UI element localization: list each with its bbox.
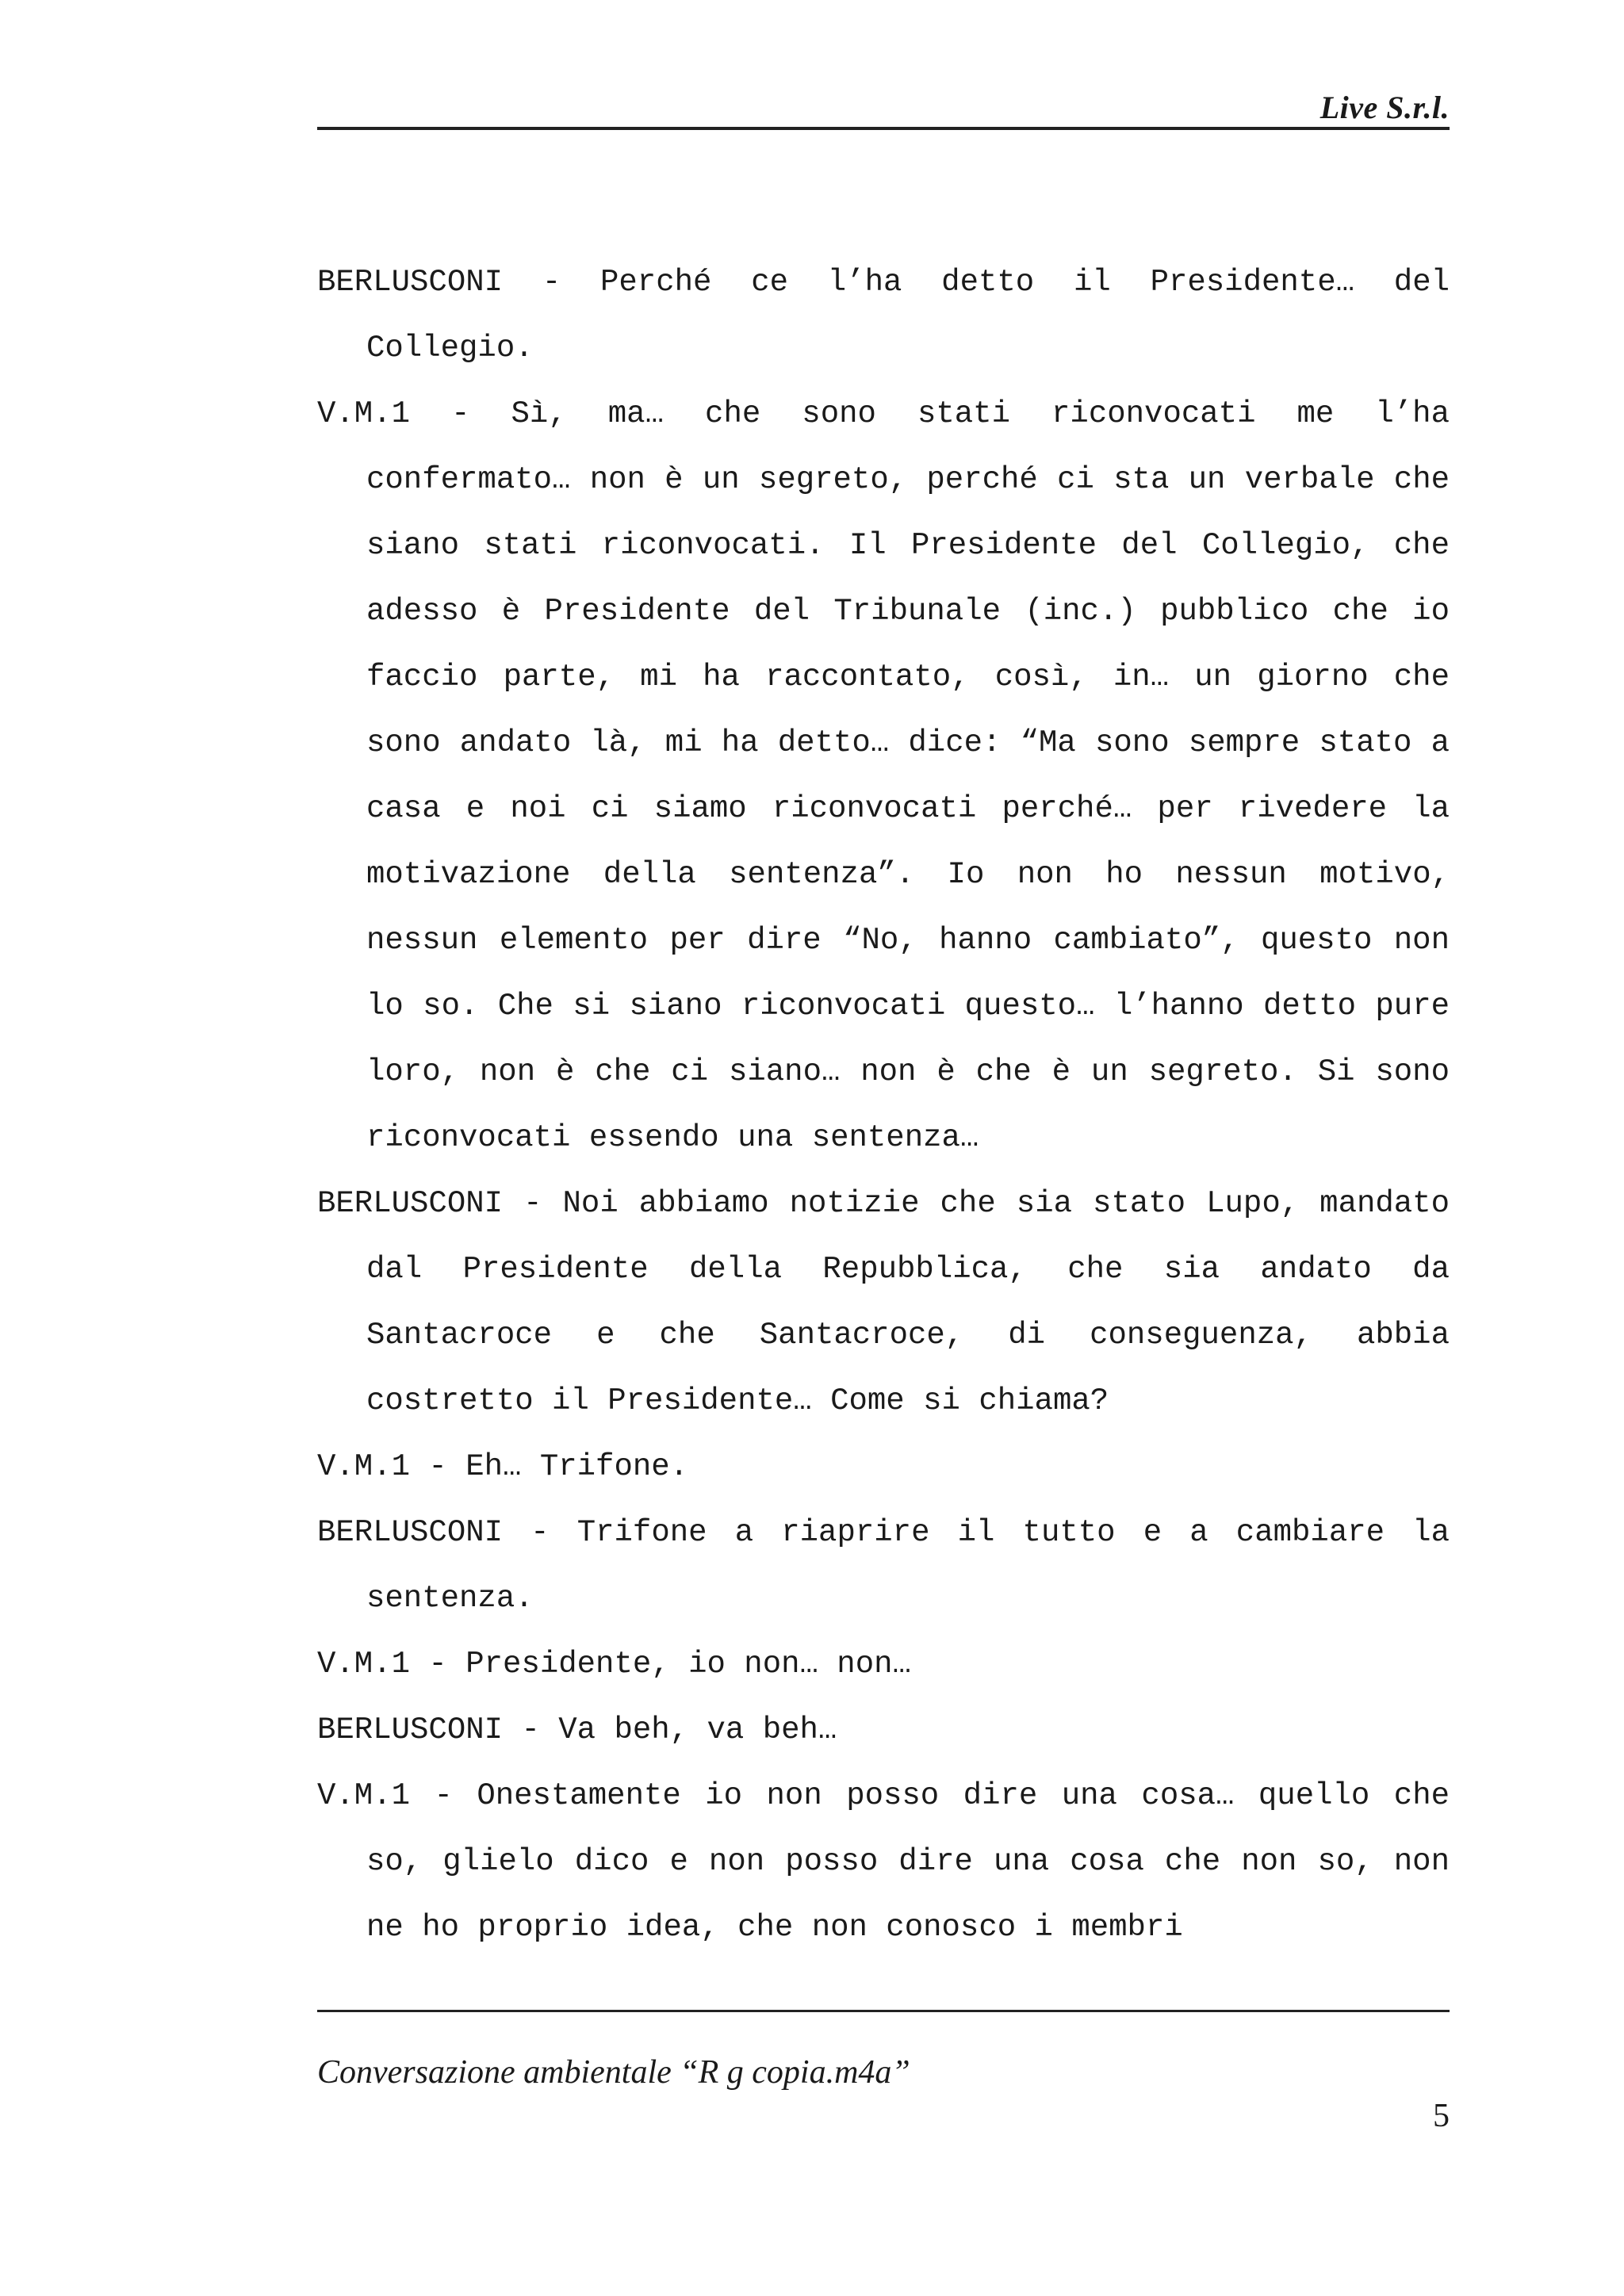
transcript-entry: BERLUSCONI - Noi abbiamo notizie che sia stato Lupo, mandato dal Presidente della Repubblica, che sia andato da Santacroce e che Santacroce, di conseguenza, abbia costretto il Presidente… Come si chiama? bbox=[317, 1186, 1450, 1418]
transcript-entry: BERLUSCONI - Perché ce l’ha detto il Presidente… del Collegio. bbox=[317, 265, 1450, 365]
page-number: 5 bbox=[1433, 2098, 1450, 2134]
header-title: Live S.r.l. bbox=[1320, 90, 1450, 125]
transcript-entry: V.M.1 - Sì, ma… che sono stati riconvocati me l’ha confermato… non è un segreto, perché ci sta un verbale che siano stati riconvocati. Il Presidente del Collegio, che adesso è Presidente del Tribunale (inc.) pubblico che io faccio parte, mi ha raccontato, così, in… un giorno che sono andato là, mi ha detto… dice: “Ma sono sempre stato a casa e noi ci siamo riconvocati perché… per rivedere la motivazione della sentenza”. Io non ho nessun motivo, nessun elemento per dire “No, hanno cambiato”, questo non lo so. Che si siano riconvocati questo… l’hanno detto pure loro, non è che ci siano… non è che è un segreto. Si sono riconvocati essendo una sentenza… bbox=[317, 396, 1450, 1155]
transcript-entry: V.M.1 - Presidente, io non… non… bbox=[317, 1647, 911, 1682]
transcript-entry: BERLUSCONI - Va beh, va beh… bbox=[317, 1712, 837, 1747]
transcript-entry: V.M.1 - Onestamente io non posso dire una cosa… quello che so, glielo dico e non posso dire una cosa che non so, non ne ho proprio idea, che non conosco i membri bbox=[317, 1778, 1450, 1945]
transcript-entry: V.M.1 - Eh… Trifone. bbox=[317, 1449, 689, 1484]
transcript-body bbox=[317, 250, 1450, 1961]
footer-divider bbox=[317, 2010, 1450, 2012]
transcript-entry: BERLUSCONI - Trifone a riaprire il tutto e a cambiare la sentenza. bbox=[317, 1515, 1450, 1616]
footer-caption: Conversazione ambientale “R g copia.m4a” bbox=[317, 2054, 910, 2091]
header-divider bbox=[317, 127, 1450, 130]
